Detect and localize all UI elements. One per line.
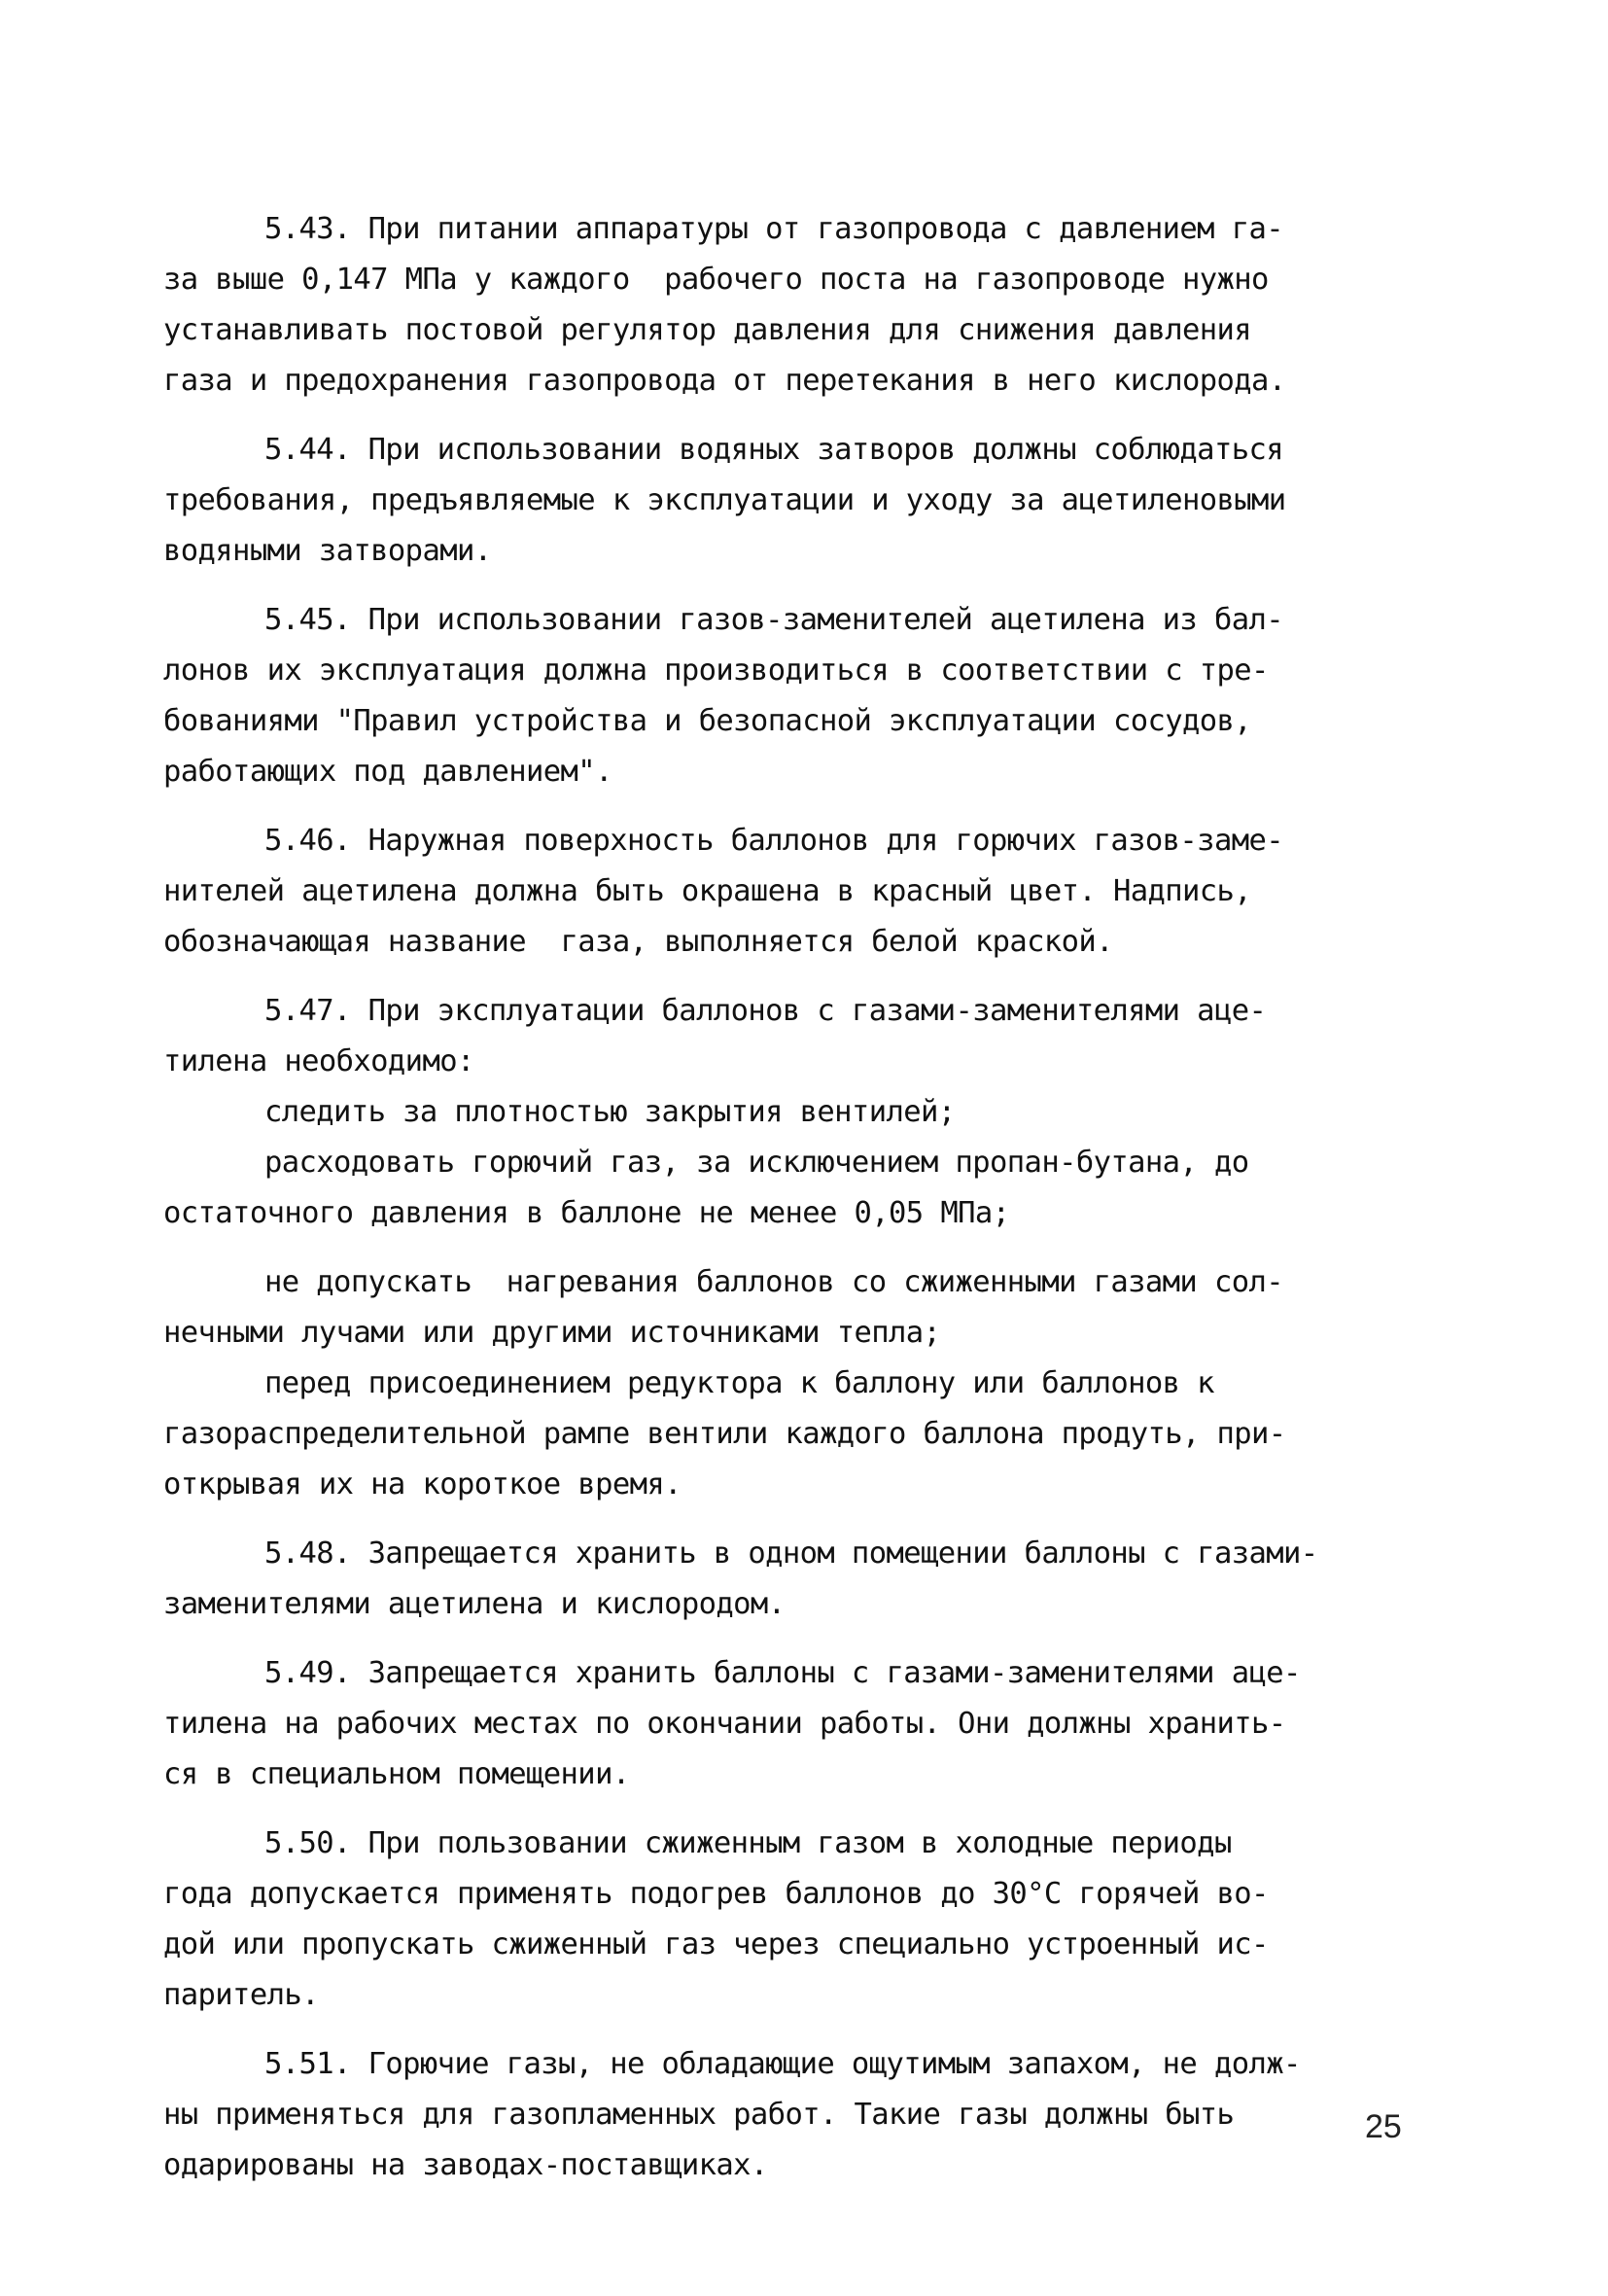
text-line: ся в специальном помещении.	[163, 1757, 630, 1791]
paragraph-5-43	[163, 204, 1466, 406]
text-line: обозначающая название газа, выполняется белой краской.	[163, 925, 1113, 959]
page-number: 25	[1365, 2108, 1402, 2145]
text-line: работающих под давлением".	[163, 755, 612, 789]
text-line: перед присоединением редуктора к баллону или баллонов к	[264, 1366, 1214, 1400]
paragraph-5-51	[163, 2039, 1466, 2191]
text-line: тилена на рабочих местах по окончании работы. Они должны хранить-	[163, 1707, 1286, 1741]
text-line: паритель.	[163, 1978, 319, 2012]
text-line: газораспределительной рампе вентили каждого баллона продуть, при-	[163, 1417, 1286, 1451]
text-line: 5.50. При пользовании сжиженным газом в холодные периоды	[264, 1826, 1232, 1860]
paragraph-5-45	[163, 595, 1466, 797]
text-line: не допускать нагревания баллонов со сжиженными газами сол-	[264, 1265, 1283, 1299]
text-line: расходовать горючий газ, за исключением пропан-бутана, до	[264, 1146, 1249, 1180]
document-body	[163, 204, 1466, 2209]
text-line: года допускается применять подогрев баллонов до 30°С горячей во-	[163, 1877, 1269, 1911]
text-line: дой или пропускать сжиженный газ через специально устроенный ис-	[163, 1927, 1269, 1961]
text-line: открывая их на короткое время.	[163, 1467, 682, 1501]
text-line: устанавливать постовой регулятор давления для снижения давления	[163, 313, 1252, 347]
list-item-5-47-b	[163, 1138, 1466, 1239]
text-line: одарированы на заводах-поставщиках.	[163, 2148, 768, 2182]
text-line: следить за плотностью закрытия вентилей;	[264, 1095, 956, 1129]
paragraph-5-44	[163, 425, 1466, 577]
list-item-5-47-a	[163, 1087, 1466, 1138]
text-line: бованиями "Правил устройства и безопасной эксплуатации сосудов,	[163, 704, 1252, 738]
text-line: 5.48. Запрещается хранить в одном помещении баллоны с газами-	[264, 1537, 1318, 1571]
list-item-5-47-d	[163, 1359, 1466, 1510]
text-line: тилена необходимо:	[163, 1044, 474, 1078]
paragraph-5-47	[163, 986, 1466, 1087]
text-line: нечными лучами или другими источниками тепла;	[163, 1316, 941, 1350]
text-line: остаточного давления в баллоне не менее 0,05 МПа;	[163, 1196, 1010, 1230]
text-line: лонов их эксплуатация должна производиться в соответствии с тре-	[163, 653, 1269, 688]
paragraph-5-49	[163, 1648, 1466, 1800]
text-line: 5.47. При эксплуатации баллонов с газами-заменителями аце-	[264, 994, 1267, 1028]
text-line: 5.43. При питании аппаратуры от газопровода с давлением га-	[264, 212, 1283, 246]
list-item-5-47-c	[163, 1257, 1466, 1359]
text-line: за выше 0,147 МПа у каждого рабочего поста на газопроводе нужно	[163, 263, 1269, 297]
text-line: газа и предохранения газопровода от перетекания в него кислорода.	[163, 364, 1286, 398]
text-line: 5.44. При использовании водяных затворов должны соблюдаться	[264, 433, 1283, 467]
text-line: заменителями ацетилена и кислородом.	[163, 1587, 786, 1621]
text-line: ны применяться для газопламенных работ. Такие газы должны быть	[163, 2098, 1235, 2132]
paragraph-5-50	[163, 1819, 1466, 2021]
text-line: нителей ацетилена должна быть окрашена в красный цвет. Надпись,	[163, 874, 1252, 908]
text-line: 5.51. Горючие газы, не обладающие ощутимым запахом, не долж-	[264, 2047, 1301, 2081]
text-line: 5.46. Наружная поверхность баллонов для горючих газов-заме-	[264, 824, 1283, 858]
paragraph-5-46	[163, 816, 1466, 968]
text-line: водяными затворами.	[163, 534, 492, 568]
text-line: 5.45. При использовании газов-заменителей ацетилена из бал-	[264, 603, 1283, 637]
text-line: 5.49. Запрещается хранить баллоны с газами-заменителями аце-	[264, 1656, 1301, 1690]
paragraph-5-48	[163, 1529, 1466, 1630]
text-line: требования, предъявляемые к эксплуатации и уходу за ацетиленовыми	[163, 483, 1286, 517]
